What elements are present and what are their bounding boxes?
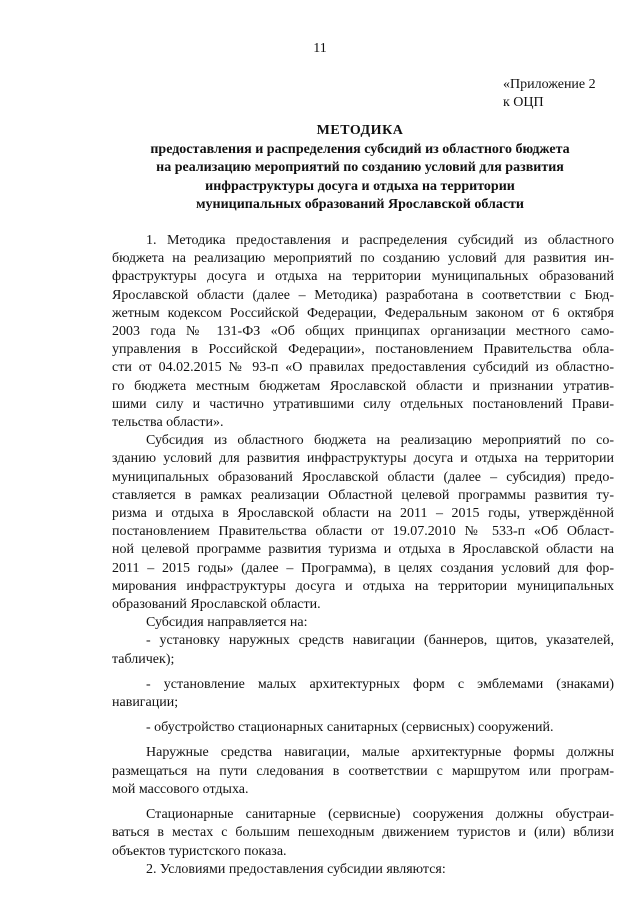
document-title: МЕТОДИКА [316, 123, 404, 138]
paragraph-methodology-basis [112, 232, 614, 432]
text-line: табличек); [112, 651, 175, 667]
text-line: размещаться на пути следования в соответствии с маршрутом или програм- [112, 763, 614, 779]
list-item-navigation-means [112, 632, 614, 668]
document-body [112, 232, 614, 879]
appendix-line: «Приложение 2 [503, 77, 596, 92]
paragraph-navigation-placement [112, 744, 614, 799]
text-line: навигации; [112, 695, 179, 711]
text-line: бюджета на реализацию мероприятий по созданию условий для развития ин- [112, 251, 614, 267]
text-line: ваться в местах с большим пешеходным движением туристов и (или) вблизи [112, 825, 614, 841]
paragraph-sanitary-placement [112, 806, 614, 861]
text-line: - установление малых архитектурных форм с эмблемами (знаками) [146, 676, 614, 692]
text-line: го бюджета местным бюджетам Ярославской области и признании утратив- [112, 378, 614, 394]
text-line: фраструктуры досуга и отдыха на территории муниципальных образований [112, 269, 614, 285]
document-subtitle-line: предоставления и распределения субсидий из областного бюджета [150, 141, 570, 157]
document-subtitle-line: муниципальных образований Ярославской области [195, 197, 524, 212]
document-heading [100, 122, 620, 215]
paragraph-subsidy-directions [112, 614, 614, 632]
appendix-line: к ОЦП [503, 95, 544, 110]
text-line: жетным кодексом Российской Федерации, Федеральным законом от 6 октября [112, 305, 614, 321]
text-line: Наружные средства навигации, малые архитектурные формы должны [146, 745, 614, 761]
document-subtitle-line: на реализацию мероприятий по созданию условий для развития [156, 160, 564, 175]
text-line: - обустройство стационарных санитарных (сервисных) сооружений. [146, 720, 554, 736]
text-line: ризма и отдыха в Ярославской области на 2011 – 2015 годы, утверждённой [112, 506, 614, 522]
paragraph-subsidy-conditions [112, 861, 614, 879]
text-line: 2003 года № 131-ФЗ «Об общих принципах организации местного само- [112, 324, 614, 340]
text-line: Субсидия из областного бюджета на реализацию мероприятий по со- [146, 433, 614, 449]
text-line: мой массового отдыха. [112, 781, 249, 797]
text-line: 1. Методика предоставления и распределения субсидий из областного [146, 233, 614, 248]
text-line: шими силу и частично утратившими силу отдельных постановлений Прави- [112, 396, 614, 412]
page-number: 11 [313, 41, 327, 56]
text-line: муниципальных образований Ярославской области (далее – субсидия) предо- [112, 469, 614, 485]
text-line: ставляется в рамках реализации Областной целевой программы развития ту- [112, 487, 614, 503]
text-line: постановлением Правительства области от 19.07.2010 № 533-п «Об Област- [112, 524, 614, 540]
text-line: Стационарные санитарные (сервисные) сооружения должны обустраи- [146, 807, 614, 823]
list-item-small-architectural-forms [112, 676, 614, 712]
text-line: 2. Условиями предоставления субсидии являются: [146, 861, 446, 877]
text-line: сти от 04.02.2015 № 93-п «О правилах предоставления субсидий из областно- [112, 360, 614, 376]
text-line: зданию условий для развития инфраструктуры досуга и отдыха на территории [112, 451, 614, 467]
text-line: - установку наружных средств навигации (баннеров, щитов, указателей, [146, 633, 614, 649]
paragraph-subsidy-purpose [112, 432, 614, 614]
text-line: ной целевой программе развития туризма и отдыха в Ярославской области на [112, 542, 614, 558]
text-line: Ярославской области (далее – Методика) разработана в соответствии с Бюд- [112, 287, 614, 303]
text-line: мирования инфраструктуры досуга и отдыха на территории муниципальных [112, 578, 614, 594]
list-item-sanitary-facilities [112, 719, 614, 737]
document-subtitle-line: инфраструктуры досуга и отдыха на территории [205, 178, 515, 194]
text-line: тельства области». [112, 415, 224, 431]
text-line: Субсидия направляется на: [146, 615, 308, 631]
text-line: образований Ярославской области. [112, 597, 321, 613]
text-line: управления в Российской Федерации», постановлением Правительства обла- [112, 342, 614, 358]
text-line: 2011 – 2015 годы» (далее – Программа), в целях создания условий для фор- [112, 560, 614, 576]
appendix-reference [503, 76, 596, 112]
text-line: объектов туристского показа. [112, 843, 287, 859]
